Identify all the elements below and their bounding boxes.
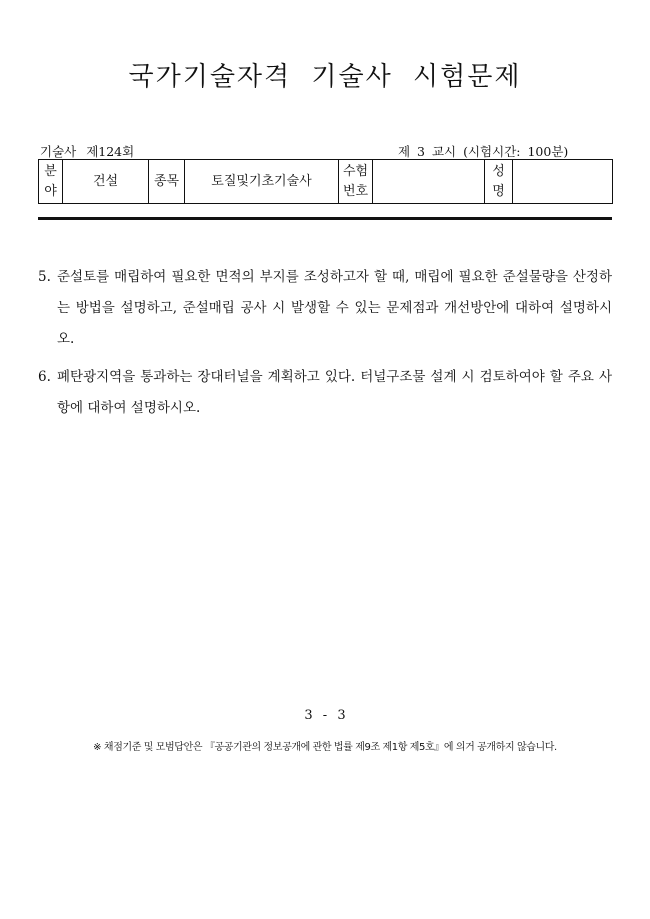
- question-text: 폐탄광지역을 통과하는 장대터널을 계획하고 있다. 터널구조물 설계 시 검토하여야 할 주요 사항에 대하여 설명하시오.: [57, 369, 612, 416]
- disclosure-note: ※ 채점기준 및 모범답안은 『공공기관의 정보공개에 관한 법률 제9조 제1항 제5호』에 의거 공개하지 않습니다.: [93, 742, 557, 753]
- question-6: [38, 362, 612, 424]
- question-number: 6.: [38, 369, 51, 385]
- field-label-bottom: 야: [44, 183, 57, 199]
- field-value: 건설: [63, 160, 149, 204]
- question-text: 준설토를 매립하여 필요한 면적의 부지를 조성하고자 할 때, 매립에 필요한 준설물량을 산정하는 방법을 설명하고, 준설매립 공사 시 발생할 수 있는 문제점과 개선방안에 대하여 설명하시오.: [57, 269, 612, 347]
- name-value[interactable]: [513, 160, 613, 204]
- session-info: 제 3 교시 (시험시간: 100분): [398, 144, 569, 159]
- header-divider: [38, 217, 612, 220]
- page-title: 국가기술자격 기술사 시험문제: [128, 62, 522, 92]
- exam-number-label-top: 수험: [342, 163, 369, 179]
- category-value: 토질및기초기술사: [185, 160, 339, 204]
- exam-number-label-cell: [339, 160, 373, 204]
- field-label-top: 분: [44, 163, 57, 179]
- field-label-cell: [39, 160, 63, 204]
- name-label-cell: [485, 160, 513, 204]
- page-number: 3 - 3: [304, 708, 346, 723]
- exam-number-value[interactable]: [373, 160, 485, 204]
- name-label-top: 성: [492, 163, 505, 179]
- exam-number-label-bottom: 번호: [342, 183, 369, 199]
- question-5: [38, 262, 612, 355]
- name-label-bottom: 명: [492, 183, 505, 199]
- category-label: 종목: [149, 160, 185, 204]
- info-table: [38, 159, 613, 204]
- exam-round: 기술사 제124회: [40, 144, 135, 159]
- question-number: 5.: [38, 269, 51, 285]
